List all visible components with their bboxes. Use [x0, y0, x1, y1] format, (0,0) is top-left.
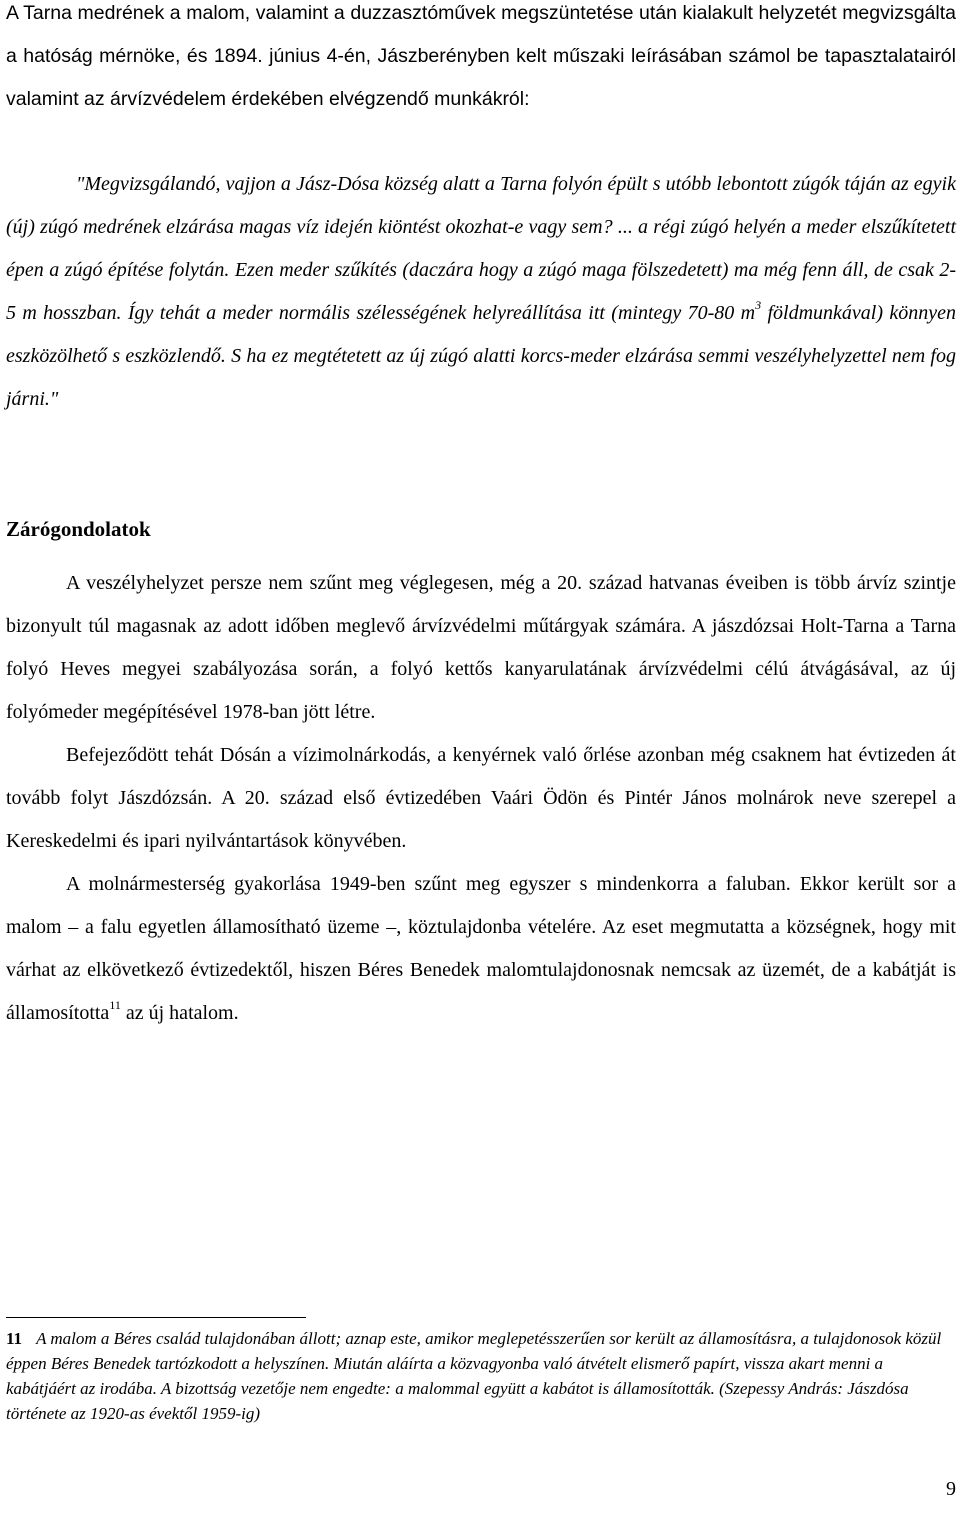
quote-text-part1: "Megvizsgálandó, vajjon a Jász-Dósa község alatt a Tarna folyón épült s utóbb lebontott zúgók táján az egyik (új) zúgó medrének elzárása magas víz idején kiöntést okozhat-e vagy sem? ... a régi zúgó helyén a meder elszűkítetett épen a zúgó építése folytán. Ezen meder szűkítés (daczára hogy a zúgó maga fölszedetett) ma még fenn áll, de csak 2-5 m hosszban. Így tehát a meder normális szélességének helyreállítása itt (mintegy 70-80 m: [6, 173, 956, 324]
document-page: [6, 0, 956, 1513]
page-number: 9: [946, 1478, 956, 1500]
footnote-number: 11: [6, 1329, 23, 1348]
quote-text-part2: földmunkával) könnyen eszközölhető s eszközlendő. S ha ez megtétetett az új zúgó alatti korcs-meder elzárása semmi veszélyhelyzettel nem fog járni.": [6, 302, 956, 410]
body-paragraph-3-part2: az új hatalom.: [120, 1002, 239, 1024]
footnote-text: A malom a Béres család tulajdonában állott; aznap este, amikor meglepetésszerűen sor került az államosításra, a tulajdonosok közül éppen Béres Benedek tartózkodott a helyszínen. Miután aláírta a közvagyonba való átvételt elismerő papírt, vissza akart menni a kabátjáért az irodába. A bizottság vezetője nem engedte: a malommal együtt a kabátot is államosították. (Szepessy András: Jászdósa története az 1920-as évektől 1959-ig): [6, 1329, 942, 1423]
engineer-quote: [6, 163, 956, 421]
intro-paragraph: A Tarna medrének a malom, valamint a duzzasztóművek megszüntetése után kialakult helyzetét megvizsgálta a hatóság mérnöke, és 1894. június 4-én, Jászberényben kelt műszaki leírásában számol be tapasztalatairól valamint az árvízvédelem érdekében elvégzendő munkákról:: [6, 2, 956, 110]
body-paragraph-3: [6, 863, 956, 1035]
body-section: [6, 562, 956, 1035]
quote-superscript: 3: [755, 298, 762, 312]
footnote-reference[interactable]: 11: [109, 998, 121, 1012]
section-heading: Zárógondolatok: [6, 517, 151, 541]
body-paragraph-3-part1: A molnármesterség gyakorlása 1949-ben szűnt meg egyszer s mindenkorra a faluban. Ekkor került sor a malom – a falu egyetlen államosítható üzeme –, köztulajdonba vételére. Az eset megmutatta a községnek, hogy mit várhat az elkövetkező évtizedektől, hiszen Béres Benedek malomtulajdonosnak nemcsak az üzemét, de a kabátját is államosította: [6, 873, 956, 1024]
body-paragraph-1: A veszélyhelyzet persze nem szűnt meg véglegesen, még a 20. század hatvanas éveiben is több árvíz szintje bizonyult túl magasnak az adott időben meglevő árvízvédelmi műtárgyak számára. A jászdózsai Holt-Tarna a Tarna folyó Heves megyei szabályozása során, a folyó kettős kanyarulatának árvízvédelmi célú átvágásával, az új folyómeder megépítésével 1978-ban jött létre.: [6, 572, 956, 723]
footnote: [6, 1326, 956, 1426]
body-paragraph-2: Befejeződött tehát Dósán a vízimolnárkodás, a kenyérnek való őrlése azonban még csaknem hat évtizeden át tovább folyt Jászdózsán. A 20. század első évtizedében Vaári Ödön és Pintér János molnárok neve szerepel a Kereskedelmi és ipari nyilvántartások könyvében.: [6, 744, 956, 852]
footnote-separator: [6, 1317, 306, 1318]
